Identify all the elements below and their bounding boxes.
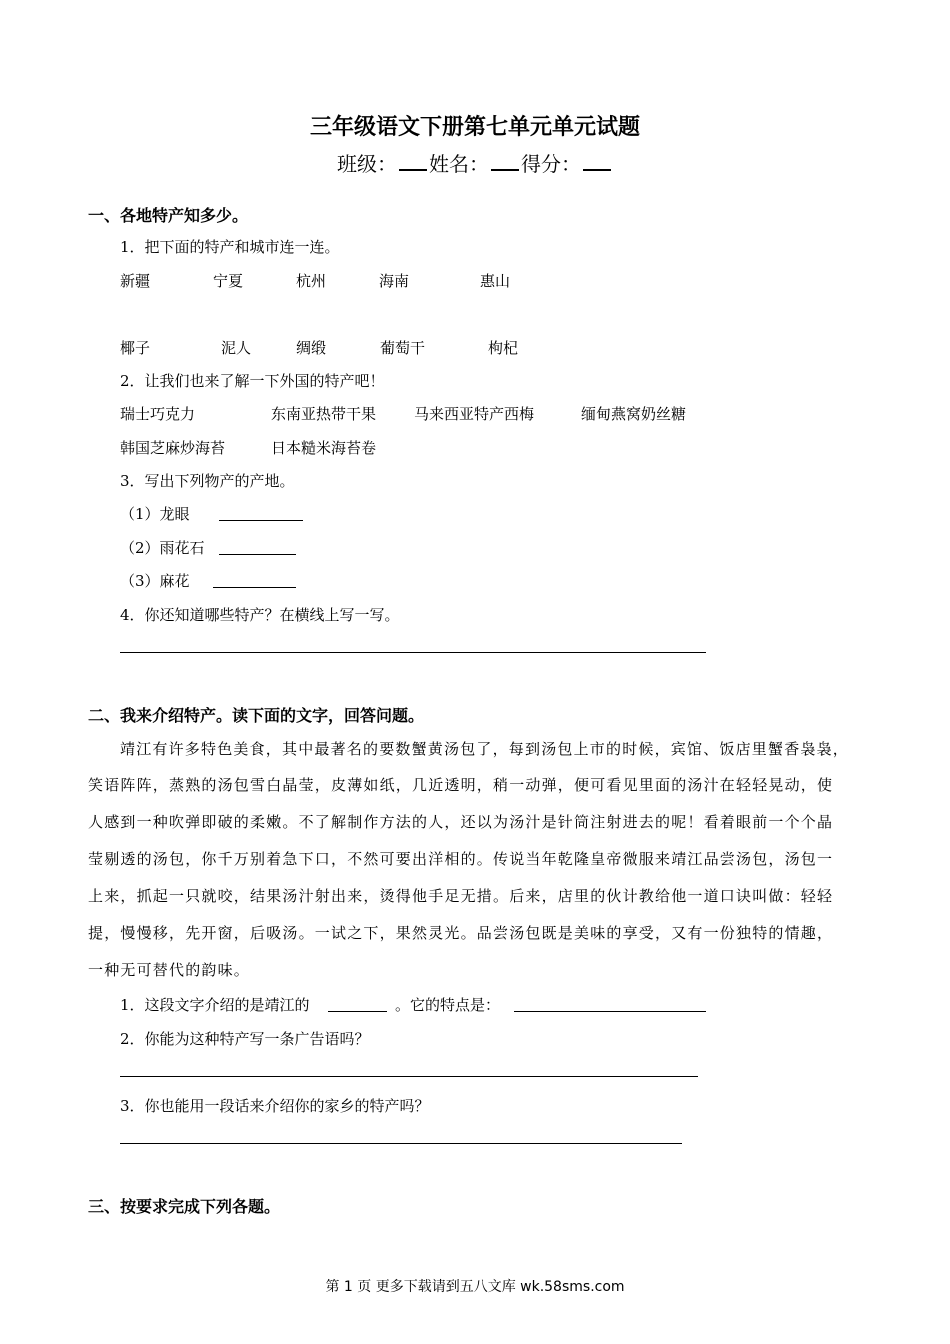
product-item: 泥人 [221, 339, 252, 357]
product-item: 椰子 [120, 339, 151, 357]
foreign-item: 瑞士巧克力 [120, 405, 196, 423]
class-blank[interactable] [399, 149, 427, 171]
page-title: 三年级语文下册第七单元单元试题 [309, 114, 640, 140]
answer-line[interactable] [514, 1011, 706, 1012]
student-info-line [0, 148, 950, 177]
q3-item-1: （1）龙眼 [120, 505, 190, 523]
section-2-heading: 二、我来介绍特产。读下面的文字，回答问题。 [88, 706, 425, 725]
city-item: 宁夏 [213, 272, 244, 290]
answer-line[interactable] [120, 1076, 698, 1077]
answer-line[interactable] [328, 1011, 387, 1012]
foreign-item: 韩国芝麻炒海苔 [120, 439, 226, 457]
product-item: 葡萄干 [380, 339, 426, 357]
foreign-item: 缅甸燕窝奶丝糖 [581, 405, 687, 423]
name-label: 姓名： [429, 152, 489, 176]
answer-line[interactable] [219, 520, 303, 521]
city-item: 杭州 [296, 272, 327, 290]
score-label: 得分： [521, 152, 581, 176]
q3-item-2: （2）雨花石 [120, 539, 205, 557]
s1-question-3: 3．写出下列物产的产地。 [120, 472, 295, 490]
passage-line: 人感到一种吹弹即破的柔嫩。不了解制作方法的人，还以为汤汁是针筒注射进去的呢！看着眼前一个个晶 [88, 813, 834, 831]
city-item: 海南 [379, 272, 410, 290]
passage-line: 莹剔透的汤包，你千万别着急下口，不然可要出洋相的。传说当年乾隆皇帝微服来靖江品尝汤包，汤包一 [88, 850, 834, 868]
city-item: 惠山 [480, 272, 511, 290]
passage-line: 提，慢慢移，先开窗，后吸汤。一试之下，果然灵光。品尝汤包既是美味的享受，又有一份独特的情趣， [88, 924, 834, 942]
answer-line[interactable] [219, 554, 296, 555]
s2-question-3: 3．你也能用一段话来介绍你的家乡的特产吗？ [120, 1097, 430, 1115]
city-item: 新疆 [120, 272, 151, 290]
score-blank[interactable] [583, 149, 611, 171]
foreign-item: 东南亚热带干果 [271, 405, 377, 423]
page-footer: 第 1 页 更多下载请到五八文库 wk.58sms.com [325, 1279, 625, 1295]
answer-line[interactable] [120, 652, 706, 653]
s1-question-4: 4．你还知道哪些特产？在横线上写一写。 [120, 606, 400, 624]
class-label: 班级： [337, 152, 397, 176]
passage-line: 靖江有许多特色美食，其中最著名的要数蟹黄汤包了，每到汤包上市的时候，宾馆、饭店里蟹香袅袅， [120, 740, 850, 758]
s2-question-2: 2．你能为这种特产写一条广告语吗？ [120, 1030, 370, 1048]
product-item: 绸缎 [296, 339, 327, 357]
section-3-heading: 三、按要求完成下列各题。 [88, 1197, 281, 1216]
q3-item-3: （3）麻花 [120, 572, 190, 590]
passage-line: 一种无可替代的韵味。 [88, 961, 251, 979]
answer-line[interactable] [120, 1143, 682, 1144]
s1-question-1: 1．把下面的特产和城市连一连。 [120, 238, 340, 256]
foreign-item: 马来西亚特产西梅 [414, 405, 535, 423]
name-blank[interactable] [491, 149, 519, 171]
product-item: 枸杞 [488, 339, 519, 357]
s2-question-1a: 1．这段文字介绍的是靖江的 [120, 996, 310, 1014]
answer-line[interactable] [213, 587, 296, 588]
foreign-item: 日本糙米海苔卷 [271, 439, 377, 457]
passage-line: 笑语阵阵，蒸熟的汤包雪白晶莹，皮薄如纸，几近透明，稍一动弹，便可看见里面的汤汁在轻轻晃动，使 [88, 776, 834, 794]
section-1-heading: 一、各地特产知多少。 [88, 206, 249, 225]
passage-line: 上来，抓起一只就咬，结果汤汁射出来，烫得他手足无措。后来，店里的伙计教给他一道口诀叫做：轻轻 [88, 887, 834, 905]
s1-question-2: 2．让我们也来了解一下外国的特产吧！ [120, 372, 385, 390]
s2-question-1b: 。它的特点是： [395, 996, 501, 1014]
